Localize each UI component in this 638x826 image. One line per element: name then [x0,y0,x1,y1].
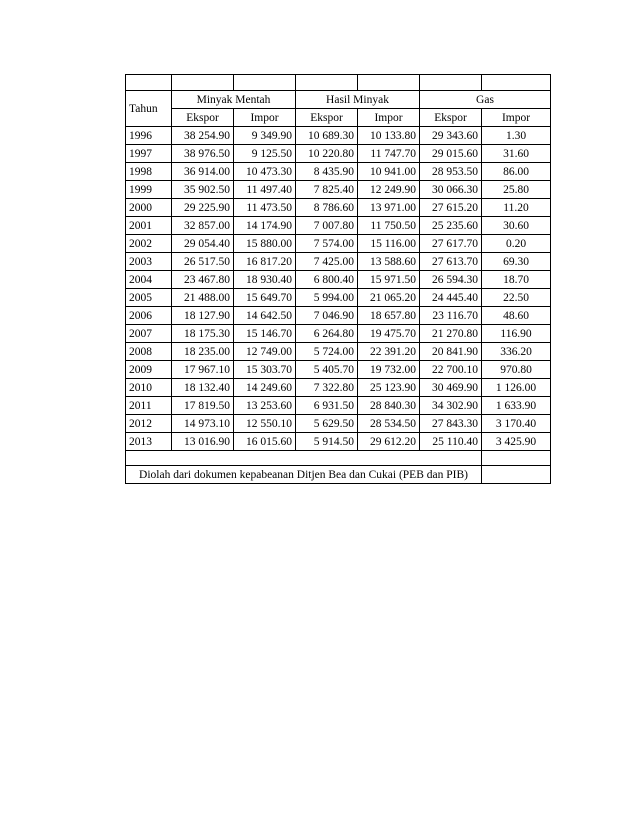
value-cell: 29 054.40 [172,235,234,253]
value-cell: 18 132.40 [172,379,234,397]
year-cell: 2003 [126,253,172,271]
value-cell: 8 786.60 [296,199,358,217]
blank-row [126,451,551,466]
value-cell: 26 594.30 [420,271,482,289]
value-cell: 25.80 [482,181,551,199]
value-cell: 29 612.20 [358,433,420,451]
table-body [126,75,551,484]
year-cell: 2001 [126,217,172,235]
year-cell: 2005 [126,289,172,307]
value-cell: 7 046.90 [296,307,358,325]
value-cell: 25 123.90 [358,379,420,397]
table-row [126,289,551,307]
value-cell: 10 941.00 [358,163,420,181]
value-cell: 18 235.00 [172,343,234,361]
value-cell: 27 843.30 [420,415,482,433]
value-cell: 22.50 [482,289,551,307]
value-cell: 8 435.90 [296,163,358,181]
value-cell: 28 840.30 [358,397,420,415]
value-cell: 48.60 [482,307,551,325]
value-cell: 28 953.50 [420,163,482,181]
value-cell: 20 841.90 [420,343,482,361]
empty-top-row [126,75,551,91]
table-row [126,127,551,145]
value-cell: 14 174.90 [234,217,296,235]
value-cell: 15 116.00 [358,235,420,253]
year-cell: 2011 [126,397,172,415]
value-cell: 18.70 [482,271,551,289]
value-cell: 11 497.40 [234,181,296,199]
value-cell: 9 125.50 [234,145,296,163]
value-cell: 14 642.50 [234,307,296,325]
group-header-gas: Gas [420,91,551,109]
value-cell: 13 016.90 [172,433,234,451]
value-cell: 12 550.10 [234,415,296,433]
year-cell: 2004 [126,271,172,289]
source-row [126,466,551,484]
value-cell: 0.20 [482,235,551,253]
value-cell: 11 750.50 [358,217,420,235]
export-import-table [125,74,551,484]
table-row [126,415,551,433]
value-cell: 5 994.00 [296,289,358,307]
value-cell: 31.60 [482,145,551,163]
value-cell: 17 819.50 [172,397,234,415]
value-cell: 14 249.60 [234,379,296,397]
value-cell: 34 302.90 [420,397,482,415]
empty-cell [296,75,358,91]
value-cell: 69.30 [482,253,551,271]
table-row [126,343,551,361]
value-cell: 14 973.10 [172,415,234,433]
empty-cell [358,75,420,91]
year-cell: 1999 [126,181,172,199]
value-cell: 7 574.00 [296,235,358,253]
value-cell: 27 615.20 [420,199,482,217]
value-cell: 13 588.60 [358,253,420,271]
value-cell: 18 175.30 [172,325,234,343]
value-cell: 10 220.80 [296,145,358,163]
value-cell: 15 971.50 [358,271,420,289]
value-cell: 25 235.60 [420,217,482,235]
table-row [126,253,551,271]
value-cell: 38 976.50 [172,145,234,163]
value-cell: 36 914.00 [172,163,234,181]
value-cell: 22 700.10 [420,361,482,379]
year-cell: 2000 [126,199,172,217]
value-cell: 29 225.90 [172,199,234,217]
value-cell: 970.80 [482,361,551,379]
empty-cell [126,75,172,91]
value-cell: 18 657.80 [358,307,420,325]
table-row [126,307,551,325]
value-cell: 10 133.80 [358,127,420,145]
year-cell: 2009 [126,361,172,379]
table-row [126,217,551,235]
value-cell: 22 391.20 [358,343,420,361]
sub-header-row [126,109,551,127]
year-cell: 2006 [126,307,172,325]
value-cell: 16 817.20 [234,253,296,271]
value-cell: 15 146.70 [234,325,296,343]
value-cell: 86.00 [482,163,551,181]
value-cell: 13 971.00 [358,199,420,217]
table-row [126,199,551,217]
value-cell: 10 473.30 [234,163,296,181]
value-cell: 23 467.80 [172,271,234,289]
table-row [126,433,551,451]
value-cell: 30 066.30 [420,181,482,199]
sub-header-export: Ekspor [296,109,358,127]
value-cell: 29 343.60 [420,127,482,145]
value-cell: 21 488.00 [172,289,234,307]
sub-header-import: Impor [482,109,551,127]
value-cell: 19 732.00 [358,361,420,379]
value-cell: 21 065.20 [358,289,420,307]
value-cell: 6 264.80 [296,325,358,343]
table-row [126,379,551,397]
value-cell: 11 747.70 [358,145,420,163]
empty-cell [482,451,551,466]
value-cell: 11 473.50 [234,199,296,217]
value-cell: 1.30 [482,127,551,145]
value-cell: 16 015.60 [234,433,296,451]
value-cell: 5 405.70 [296,361,358,379]
value-cell: 30 469.90 [420,379,482,397]
year-cell: 2002 [126,235,172,253]
table-row [126,163,551,181]
value-cell: 19 475.70 [358,325,420,343]
empty-cell [126,451,482,466]
value-cell: 28 534.50 [358,415,420,433]
value-cell: 7 007.80 [296,217,358,235]
value-cell: 9 349.90 [234,127,296,145]
value-cell: 23 116.70 [420,307,482,325]
value-cell: 5 724.00 [296,343,358,361]
value-cell: 7 825.40 [296,181,358,199]
value-cell: 25 110.40 [420,433,482,451]
table-row [126,145,551,163]
value-cell: 15 649.70 [234,289,296,307]
empty-cell [482,466,551,484]
empty-cell [172,75,234,91]
value-cell: 3 170.40 [482,415,551,433]
value-cell: 26 517.50 [172,253,234,271]
value-cell: 336.20 [482,343,551,361]
year-cell: 2007 [126,325,172,343]
sub-header-export: Ekspor [172,109,234,127]
value-cell: 10 689.30 [296,127,358,145]
value-cell: 12 249.90 [358,181,420,199]
value-cell: 38 254.90 [172,127,234,145]
value-cell: 12 749.00 [234,343,296,361]
value-cell: 27 617.70 [420,235,482,253]
group-header-row [126,91,551,109]
table-row [126,181,551,199]
table-row [126,271,551,289]
value-cell: 13 253.60 [234,397,296,415]
value-cell: 18 930.40 [234,271,296,289]
value-cell: 27 613.70 [420,253,482,271]
value-cell: 29 015.60 [420,145,482,163]
value-cell: 11.20 [482,199,551,217]
year-cell: 1996 [126,127,172,145]
year-cell: 2010 [126,379,172,397]
year-cell: 1998 [126,163,172,181]
value-cell: 116.90 [482,325,551,343]
value-cell: 1 126.00 [482,379,551,397]
year-cell: 2013 [126,433,172,451]
empty-cell [420,75,482,91]
value-cell: 7 425.00 [296,253,358,271]
group-header-oil-products: Hasil Minyak [296,91,420,109]
table-row [126,361,551,379]
source-note: Diolah dari dokumen kepabeanan Ditjen Bea dan Cukai (PEB dan PIB) [126,466,482,484]
table-row [126,397,551,415]
group-header-crude-oil: Minyak Mentah [172,91,296,109]
year-column-header: Tahun [126,91,172,127]
table-row [126,325,551,343]
sub-header-import: Impor [358,109,420,127]
value-cell: 1 633.90 [482,397,551,415]
empty-cell [234,75,296,91]
value-cell: 6 800.40 [296,271,358,289]
table-row [126,235,551,253]
year-cell: 2008 [126,343,172,361]
year-cell: 2012 [126,415,172,433]
value-cell: 30.60 [482,217,551,235]
value-cell: 21 270.80 [420,325,482,343]
value-cell: 24 445.40 [420,289,482,307]
sub-header-export: Ekspor [420,109,482,127]
value-cell: 35 902.50 [172,181,234,199]
value-cell: 32 857.00 [172,217,234,235]
value-cell: 5 629.50 [296,415,358,433]
value-cell: 6 931.50 [296,397,358,415]
sub-header-import: Impor [234,109,296,127]
value-cell: 7 322.80 [296,379,358,397]
value-cell: 18 127.90 [172,307,234,325]
value-cell: 15 303.70 [234,361,296,379]
year-cell: 1997 [126,145,172,163]
value-cell: 15 880.00 [234,235,296,253]
value-cell: 5 914.50 [296,433,358,451]
value-cell: 17 967.10 [172,361,234,379]
empty-cell [482,75,551,91]
value-cell: 3 425.90 [482,433,551,451]
